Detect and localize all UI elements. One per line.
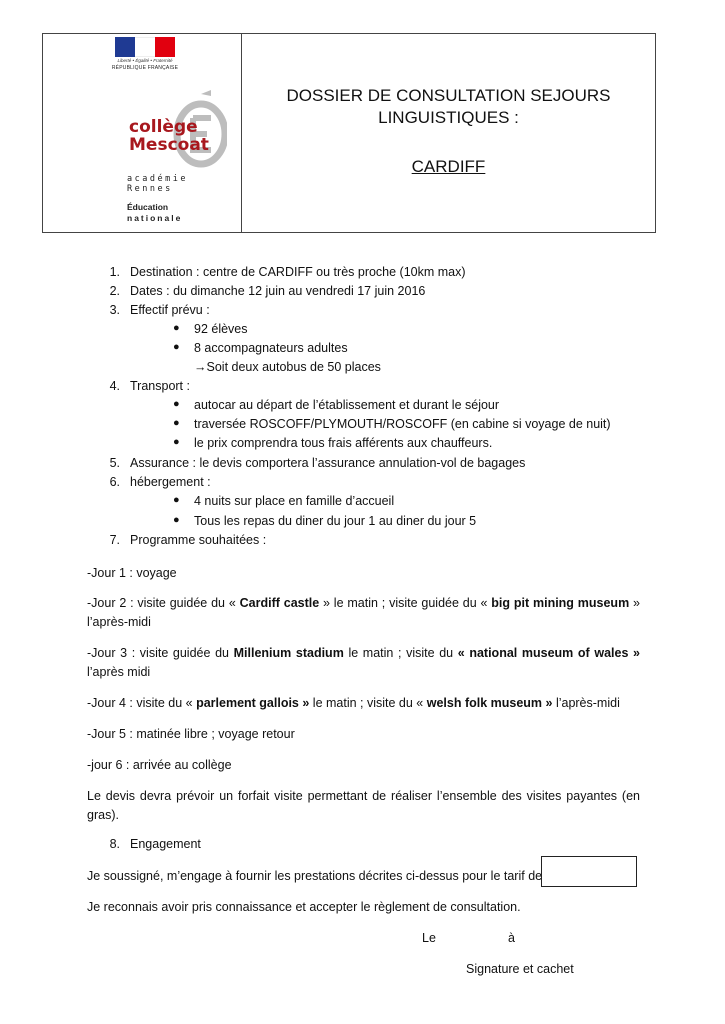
list-number: 8. bbox=[109, 837, 120, 851]
header-table bbox=[42, 33, 656, 233]
program-day3: -Jour 3 : visite guidée du Millenium stadium le matin ; visite du « national museum of wales » l’après midi bbox=[87, 646, 640, 679]
list-item-destination: Destination : centre de CARDIFF ou très proche (10km max) bbox=[130, 265, 466, 279]
engagement-line2: Je reconnais avoir pris connaissance et accepter le règlement de consultation. bbox=[87, 900, 521, 914]
bullet-item: 4 nuits sur place en famille d’accueil bbox=[194, 494, 395, 508]
bullet-item: Tous les repas du diner du jour 1 au diner du jour 5 bbox=[194, 514, 477, 528]
list-item-effectif: Effectif prévu : bbox=[130, 303, 210, 317]
bullet-item: autocar au départ de l’établissement et durant le séjour bbox=[194, 398, 500, 412]
devis-paragraph: Le devis devra prévoir un forfait visite permettant de réaliser l’ensemble des visites payantes (en gras). bbox=[87, 789, 640, 822]
document-title-line2: LINGUISTIQUES : bbox=[378, 108, 519, 127]
education-nationale-label: Éducation nationale bbox=[127, 202, 183, 223]
price-input-box[interactable] bbox=[541, 856, 637, 887]
engagement-line1: Je soussigné, m’engage à fournir les prestations décrites ci-dessus pour le tarif de bbox=[87, 869, 543, 883]
program-day6: -jour 6 : arrivée au collège bbox=[87, 758, 232, 772]
academie-label: académie Rennes bbox=[127, 174, 188, 194]
engagement-title: Engagement bbox=[130, 837, 201, 851]
list-item-programme: Programme souhaitées : bbox=[130, 533, 267, 547]
place-label: à bbox=[508, 931, 515, 945]
bullet-item: le prix comprendra tous frais afférents aux chauffeurs. bbox=[194, 436, 493, 450]
list-item-transport: Transport : bbox=[130, 379, 190, 393]
program-day2: -Jour 2 : visite guidée du « Cardiff castle » le matin ; visite guidée du « big pit mining museum » l’après-midi bbox=[87, 596, 640, 629]
logo-cell bbox=[43, 34, 242, 232]
list-number: 2. bbox=[109, 284, 120, 298]
bullet-item: traversée ROSCOFF/PLYMOUTH/ROSCOFF (en cabine si voyage de nuit) bbox=[194, 417, 611, 431]
bullet-icon: ● bbox=[173, 436, 180, 448]
title-cell bbox=[242, 34, 655, 232]
signature-label: Signature et cachet bbox=[466, 962, 574, 976]
bullet-item: 92 élèves bbox=[194, 322, 248, 336]
list-number: 1. bbox=[109, 265, 120, 279]
college-name: collège Mescoat bbox=[129, 117, 209, 155]
republic-name: RÉPUBLIQUE FRANÇAISE bbox=[111, 65, 179, 71]
bullet-icon: ● bbox=[173, 417, 180, 429]
list-number: 4. bbox=[109, 379, 120, 393]
effectif-note: →Soit deux autobus de 50 places bbox=[194, 360, 381, 374]
bullet-item: 8 accompagnateurs adultes bbox=[194, 341, 348, 355]
list-number: 3. bbox=[109, 303, 120, 317]
list-item-assurance: Assurance : le devis comportera l’assurance annulation-vol de bagages bbox=[130, 456, 526, 470]
program-day4: -Jour 4 : visite du « parlement gallois » le matin ; visite du « welsh folk museum » l’après-midi bbox=[87, 696, 620, 710]
bullet-icon: ● bbox=[173, 341, 180, 353]
marianne-flag-logo bbox=[115, 37, 175, 57]
bullet-icon: ● bbox=[173, 322, 180, 334]
list-number: 5. bbox=[109, 456, 120, 470]
list-number: 7. bbox=[109, 533, 120, 547]
bullet-icon: ● bbox=[173, 494, 180, 506]
list-item-dates: Dates : du dimanche 12 juin au vendredi 17 juin 2016 bbox=[130, 284, 426, 298]
republic-motto: Liberté • Égalité • Fraternité bbox=[117, 58, 173, 63]
document-city: CARDIFF bbox=[411, 157, 486, 176]
program-day5: -Jour 5 : matinée libre ; voyage retour bbox=[87, 727, 295, 741]
list-number: 6. bbox=[109, 475, 120, 489]
document-title-line1: DOSSIER DE CONSULTATION SEJOURS bbox=[286, 86, 611, 105]
bullet-icon: ● bbox=[173, 398, 180, 410]
list-item-hebergement: hébergement : bbox=[130, 475, 211, 489]
program-day1: -Jour 1 : voyage bbox=[87, 566, 177, 580]
bullet-icon: ● bbox=[173, 514, 180, 526]
date-label: Le bbox=[422, 931, 436, 945]
